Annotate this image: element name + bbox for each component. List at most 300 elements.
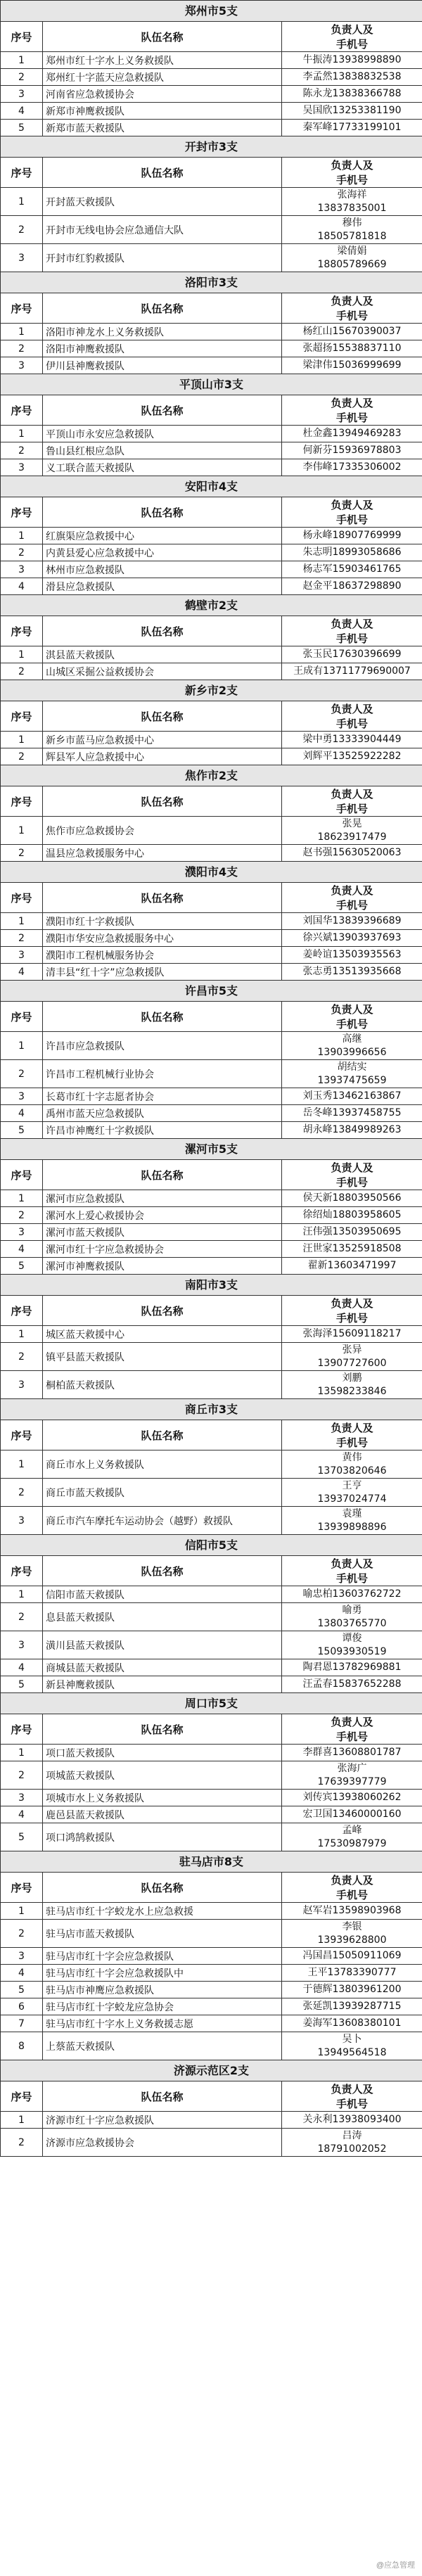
column-header-row (1, 497, 422, 528)
column-header-contact-line2: 手机号 (335, 899, 368, 912)
row-number: 4 (1, 1965, 43, 1982)
column-header-contact-line1: 负责人及 (331, 618, 373, 630)
contact-cell (282, 216, 422, 244)
contact-cell (282, 1965, 422, 1982)
contact-cell (282, 947, 422, 964)
row-number: 2 (1, 845, 43, 862)
city-title: 漯河市5支 (1, 1139, 422, 1160)
row-number: 4 (1, 1659, 43, 1676)
column-header-row (1, 1002, 422, 1032)
contact-line: 杨志军15903461765 (302, 563, 402, 575)
table-row (1, 1676, 422, 1693)
row-number: 1 (1, 1032, 43, 1060)
contact-cell (282, 1207, 422, 1224)
table-row (1, 1190, 422, 1207)
table-row (1, 2015, 422, 2032)
contact-cell (282, 528, 422, 544)
team-name: 镇平县蓝天救援队 (43, 1343, 282, 1371)
row-number: 6 (1, 1998, 43, 2015)
team-name: 长葛市红十字志愿者协会 (43, 1088, 282, 1105)
column-header-contact-line1: 负责人及 (331, 159, 373, 172)
column-header-contact-line1: 负责人及 (331, 499, 373, 511)
column-header-contact-line1: 负责人及 (331, 1422, 373, 1434)
contact-line: 陶君恩13782969881 (302, 1662, 402, 1673)
row-number: 2 (1, 216, 43, 244)
contact-cell (282, 1903, 422, 1920)
contact-line: 宏卫国13460000160 (302, 1809, 402, 1820)
column-header-no: 序号 (1, 1296, 43, 1326)
city-header-row (1, 272, 422, 293)
column-header-row (1, 1420, 422, 1450)
contact-line: 李群喜13608801787 (302, 1747, 402, 1758)
column-header-contact (282, 701, 422, 732)
contact-line: 姜海军13608380101 (302, 2017, 402, 2029)
contact-line: 吴国欣13253381190 (302, 105, 402, 116)
column-header-no: 序号 (1, 1714, 43, 1745)
contact-line: 张超扬15538837110 (302, 343, 402, 354)
city-header-row (1, 1693, 422, 1714)
table-row (1, 817, 422, 845)
contact-cell (282, 426, 422, 442)
column-header-contact-line1: 负责人及 (331, 1874, 373, 1887)
contact-cell (282, 817, 422, 845)
contact-cell (282, 188, 422, 216)
row-number: 5 (1, 1122, 43, 1139)
contact-line: 朱志明18993058686 (302, 547, 402, 558)
column-header-team: 队伍名称 (43, 1420, 282, 1450)
column-header-contact (282, 1873, 422, 1903)
contact-cell (282, 1920, 422, 1948)
column-header-contact-line1: 负责人及 (331, 397, 373, 409)
row-number: 1 (1, 1903, 43, 1920)
row-number: 4 (1, 103, 43, 120)
contact-line: 李银 (342, 1920, 362, 1932)
team-name: 漯河市红十字应急救援协会 (43, 1241, 282, 1258)
column-header-row (1, 158, 422, 188)
contact-cell (282, 1998, 422, 2015)
contact-line: 张志勇13513935668 (302, 966, 402, 977)
team-name: 林州市应急救援队 (43, 561, 282, 578)
city-header-row (1, 765, 422, 786)
column-header-contact-line1: 负责人及 (331, 23, 373, 36)
contact-line: 18791002052 (317, 2143, 387, 2155)
contact-cell (282, 1586, 422, 1603)
column-header-row (1, 1160, 422, 1190)
team-name: 商城县蓝天救援队 (43, 1659, 282, 1676)
contact-line: 杨永峰18907769999 (302, 530, 402, 541)
table-row (1, 845, 422, 862)
row-number: 1 (1, 2112, 43, 2129)
column-header-no: 序号 (1, 395, 43, 426)
column-header-team: 队伍名称 (43, 1714, 282, 1745)
contact-cell (282, 86, 422, 103)
column-header-no: 序号 (1, 883, 43, 913)
table-row (1, 1479, 422, 1507)
contact-cell (282, 120, 422, 136)
contact-line: 赵金平18637298890 (302, 580, 402, 592)
row-number: 1 (1, 1190, 43, 1207)
team-name: 信阳市蓝天救援队 (43, 1586, 282, 1603)
table-row (1, 69, 422, 86)
table-row (1, 2032, 422, 2060)
city-title: 商丘市3支 (1, 1399, 422, 1420)
contact-cell (282, 1450, 422, 1479)
column-header-contact (282, 1556, 422, 1586)
column-header-no: 序号 (1, 1556, 43, 1586)
column-header-row (1, 293, 422, 324)
column-header-contact-line1: 负责人及 (331, 884, 373, 897)
contact-line: 牛振涛13938998890 (302, 54, 402, 65)
contact-line: 13837835001 (317, 202, 387, 214)
contact-cell (282, 442, 422, 459)
row-number: 1 (1, 646, 43, 663)
contact-line: 汪世家13525918508 (302, 1243, 402, 1254)
team-name: 义工联合蓝天救援队 (43, 459, 282, 476)
contact-line: 13939898896 (317, 1521, 387, 1533)
table-row (1, 1088, 422, 1105)
column-header-contact-line2: 手机号 (335, 310, 368, 322)
team-name: 许昌市神鹰红十字救援队 (43, 1122, 282, 1139)
team-name: 许昌市工程机械行业协会 (43, 1060, 282, 1088)
team-name: 洛阳市神龙水上义务救援队 (43, 324, 282, 340)
city-title: 济源示范区2支 (1, 2060, 422, 2081)
team-name: 新郑市神鹰救援队 (43, 103, 282, 120)
city-title: 焦作市2支 (1, 765, 422, 786)
table-row (1, 544, 422, 561)
contact-line: 张玉民17630396699 (302, 649, 402, 660)
table-row (1, 244, 422, 272)
team-name: 内黄县爱心应急救援中心 (43, 544, 282, 561)
row-number: 2 (1, 1343, 43, 1371)
row-number: 3 (1, 561, 43, 578)
table-row (1, 1948, 422, 1965)
table-row (1, 1982, 422, 1998)
column-header-contact-line1: 负责人及 (331, 1557, 373, 1570)
row-number: 3 (1, 1507, 43, 1535)
row-number: 2 (1, 930, 43, 947)
contact-line: 13949564518 (317, 2046, 387, 2058)
contact-line: 喻勇 (342, 1604, 362, 1616)
row-number: 5 (1, 1258, 43, 1275)
column-header-team: 队伍名称 (43, 22, 282, 52)
contact-cell (282, 244, 422, 272)
column-header-contact (282, 158, 422, 188)
table-row (1, 216, 422, 244)
column-header-row (1, 883, 422, 913)
contact-line: 袁瑾 (342, 1507, 362, 1519)
row-number: 3 (1, 244, 43, 272)
column-header-contact-line2: 手机号 (335, 632, 368, 645)
column-header-row (1, 786, 422, 817)
row-number: 2 (1, 1060, 43, 1088)
team-name: 漯河市应急救援队 (43, 1190, 282, 1207)
contact-line: 王平13783390777 (307, 1967, 397, 1978)
contact-line: 刘辉平13525922282 (302, 751, 402, 762)
contact-line: 梁中勇13333904449 (302, 734, 402, 745)
column-header-team: 队伍名称 (43, 293, 282, 324)
team-name: 驻马店市红十字蛟龙水上应急救援 (43, 1903, 282, 1920)
column-header-contact-line2: 手机号 (335, 718, 368, 730)
contact-cell (282, 1122, 422, 1139)
row-number: 4 (1, 1241, 43, 1258)
contact-cell (282, 1190, 422, 1207)
table-row (1, 748, 422, 765)
team-name: 开封蓝天救援队 (43, 188, 282, 216)
row-number: 1 (1, 1326, 43, 1343)
contact-line: 李孟然13838832538 (302, 71, 402, 82)
contact-line: 姜岭谊13503935563 (302, 949, 402, 960)
row-number: 1 (1, 1450, 43, 1479)
table-row (1, 1603, 422, 1631)
column-header-contact-line2: 手机号 (335, 174, 368, 186)
column-header-team: 队伍名称 (43, 1002, 282, 1032)
row-number: 2 (1, 1761, 43, 1790)
contact-cell (282, 2032, 422, 2060)
table-row (1, 340, 422, 357)
city-title: 平顶山市3支 (1, 374, 422, 395)
row-number: 3 (1, 1948, 43, 1965)
contact-line: 梁倩娟 (337, 245, 367, 257)
table-row (1, 1060, 422, 1088)
contact-cell (282, 340, 422, 357)
team-name: 济源市红十字应急救援队 (43, 2112, 282, 2129)
team-name: 商丘市汽车摩托车运动协会（越野）救援队 (43, 1507, 282, 1535)
column-header-no: 序号 (1, 1160, 43, 1190)
contact-line: 13939628800 (317, 1934, 387, 1946)
contact-line: 15093930519 (317, 1645, 387, 1657)
team-name: 项城蓝天救援队 (43, 1761, 282, 1790)
column-header-contact-line1: 负责人及 (331, 1297, 373, 1310)
column-header-contact-line2: 手机号 (335, 412, 368, 424)
contact-line: 穆伟 (342, 217, 362, 229)
contact-cell (282, 930, 422, 947)
contact-cell (282, 1032, 422, 1060)
contact-cell (282, 1060, 422, 1088)
table-row (1, 103, 422, 120)
team-name: 濮阳市红十字救援队 (43, 913, 282, 930)
table-row (1, 1207, 422, 1224)
column-header-no: 序号 (1, 1873, 43, 1903)
city-header-row (1, 1535, 422, 1556)
table-row (1, 1965, 422, 1982)
table-row (1, 1745, 422, 1761)
row-number: 3 (1, 357, 43, 374)
column-header-team: 队伍名称 (43, 2081, 282, 2112)
column-header-contact-line2: 手机号 (335, 1018, 368, 1031)
contact-line: 岳冬峰13937458755 (302, 1107, 402, 1118)
column-header-contact-line2: 手机号 (335, 514, 368, 526)
column-header-contact-line2: 手机号 (335, 1572, 368, 1585)
contact-cell (282, 748, 422, 765)
contact-line: 关永利13938093400 (302, 2114, 402, 2125)
table-row (1, 357, 422, 374)
row-number: 3 (1, 86, 43, 103)
table-row (1, 1343, 422, 1371)
team-name: 漯河市蓝天救援队 (43, 1224, 282, 1241)
column-header-team: 队伍名称 (43, 395, 282, 426)
row-number: 4 (1, 1806, 43, 1823)
column-header-contact-line1: 负责人及 (331, 2083, 373, 2096)
city-header-row (1, 1139, 422, 1160)
city-header-row (1, 1275, 422, 1296)
team-name: 潢川县蓝天救援队 (43, 1631, 282, 1659)
contact-cell (282, 1790, 422, 1806)
table-row (1, 1823, 422, 1851)
team-name: 驻马店市红十字会应急救援队 (43, 1948, 282, 1965)
table-row (1, 1371, 422, 1399)
column-header-row (1, 1714, 422, 1745)
contact-cell (282, 1745, 422, 1761)
contact-line: 汪孟春15837652288 (302, 1678, 402, 1690)
row-number: 5 (1, 1982, 43, 1998)
row-number: 4 (1, 578, 43, 595)
city-title: 安阳市4支 (1, 476, 422, 497)
team-name: 清丰县“红十字”应急救援队 (43, 964, 282, 981)
contact-line: 吴卜 (342, 2033, 362, 2045)
city-title: 周口市5支 (1, 1693, 422, 1714)
table-row (1, 120, 422, 136)
city-title: 濮阳市4支 (1, 862, 422, 883)
city-title: 洛阳市3支 (1, 272, 422, 293)
contact-line: 张海泽15609118217 (302, 1328, 402, 1339)
team-name: 滑县应急救援队 (43, 578, 282, 595)
contact-cell (282, 561, 422, 578)
contact-cell (282, 646, 422, 663)
table-row (1, 442, 422, 459)
team-name: 郑州红十字蓝天应急救援队 (43, 69, 282, 86)
table-row (1, 646, 422, 663)
contact-line: 杜金鑫13949469283 (302, 428, 402, 439)
contact-line: 张异 (342, 1344, 362, 1356)
table-row (1, 1631, 422, 1659)
table-row (1, 732, 422, 748)
city-title: 开封市3支 (1, 136, 422, 158)
row-number: 1 (1, 52, 43, 69)
team-name: 开封市红豹救援队 (43, 244, 282, 272)
team-name: 项城市水上义务救援队 (43, 1790, 282, 1806)
column-header-no: 序号 (1, 158, 43, 188)
contact-line: 13903996656 (317, 1046, 387, 1058)
row-number: 1 (1, 1586, 43, 1603)
contact-cell (282, 1631, 422, 1659)
team-name: 辉县军人应急救援中心 (43, 748, 282, 765)
table-body (1, 1, 422, 2157)
column-header-contact (282, 616, 422, 646)
contact-line: 刘国华13839396689 (302, 915, 402, 926)
team-name: 息县蓝天救援队 (43, 1603, 282, 1631)
team-name: 驻马店市红十字水上义务救援志愿 (43, 2015, 282, 2032)
row-number: 2 (1, 442, 43, 459)
table-row (1, 1032, 422, 1060)
column-header-contact-line2: 手机号 (335, 1730, 368, 1743)
city-title: 驻马店市8支 (1, 1851, 422, 1873)
table-row (1, 52, 422, 69)
contact-cell (282, 732, 422, 748)
contact-line: 何新芬15936978803 (302, 445, 402, 456)
column-header-row (1, 1556, 422, 1586)
team-name: 济源市应急救援协会 (43, 2129, 282, 2157)
column-header-contact (282, 395, 422, 426)
city-header-row (1, 2060, 422, 2081)
contact-line: 黄伟 (342, 1451, 362, 1463)
team-name: 项口蓝天救援队 (43, 1745, 282, 1761)
contact-cell (282, 1479, 422, 1507)
contact-line: 陈永龙13838366788 (302, 88, 402, 99)
table-row (1, 578, 422, 595)
city-title: 信阳市5支 (1, 1535, 422, 1556)
team-name: 温县应急救援服务中心 (43, 845, 282, 862)
contact-cell (282, 1343, 422, 1371)
row-number: 1 (1, 732, 43, 748)
table-row (1, 1224, 422, 1241)
column-header-contact (282, 293, 422, 324)
column-header-team: 队伍名称 (43, 1873, 282, 1903)
table-row (1, 324, 422, 340)
team-name: 焦作市应急救援协会 (43, 817, 282, 845)
row-number: 1 (1, 1745, 43, 1761)
table-row (1, 1122, 422, 1139)
column-header-contact (282, 2081, 422, 2112)
contact-cell (282, 2112, 422, 2129)
team-name: 开封市无线电协会应急通信大队 (43, 216, 282, 244)
contact-cell (282, 578, 422, 595)
column-header-team: 队伍名称 (43, 497, 282, 528)
table-row (1, 1998, 422, 2015)
row-number: 1 (1, 817, 43, 845)
column-header-team: 队伍名称 (43, 158, 282, 188)
contact-line: 胡永峰13849989263 (302, 1124, 402, 1135)
table-row (1, 1903, 422, 1920)
team-name: 平顶山市永安应急救援队 (43, 426, 282, 442)
contact-line: 王亨 (342, 1479, 362, 1491)
team-name: 新乡市蓝马应急救援中心 (43, 732, 282, 748)
row-number: 2 (1, 2129, 43, 2157)
contact-line: 王成有13711779690007 (293, 665, 411, 677)
contact-line: 徐绍灿18803958605 (302, 1209, 402, 1220)
table-row (1, 1761, 422, 1790)
contact-line: 谭俊 (342, 1632, 362, 1644)
column-header-team: 队伍名称 (43, 883, 282, 913)
table-row (1, 1806, 422, 1823)
contact-cell (282, 913, 422, 930)
contact-cell (282, 964, 422, 981)
city-title: 许昌市5支 (1, 981, 422, 1002)
contact-cell (282, 1806, 422, 1823)
row-number: 5 (1, 1823, 43, 1851)
team-name: 城区蓝天救援中心 (43, 1326, 282, 1343)
contact-line: 13803765770 (317, 1617, 387, 1629)
contact-line: 翟新13603471997 (307, 1260, 397, 1271)
team-name: 许昌市应急救援队 (43, 1032, 282, 1060)
row-number: 1 (1, 426, 43, 442)
contact-cell (282, 1676, 422, 1693)
column-header-contact-line2: 手机号 (335, 1436, 368, 1449)
column-header-contact-line1: 负责人及 (331, 1716, 373, 1728)
contact-cell (282, 1105, 422, 1122)
contact-line: 13937024774 (317, 1493, 387, 1505)
contact-line: 18805789669 (317, 258, 387, 270)
column-header-contact-line2: 手机号 (335, 2098, 368, 2110)
contact-cell (282, 1258, 422, 1275)
city-header-row (1, 981, 422, 1002)
table-row (1, 947, 422, 964)
column-header-no: 序号 (1, 1420, 43, 1450)
contact-cell (282, 1507, 422, 1535)
contact-line: 18623917479 (317, 831, 387, 843)
contact-line: 李伟峰17335306002 (302, 461, 402, 473)
team-name: 上蔡蓝天救援队 (43, 2032, 282, 2060)
column-header-no: 序号 (1, 786, 43, 817)
